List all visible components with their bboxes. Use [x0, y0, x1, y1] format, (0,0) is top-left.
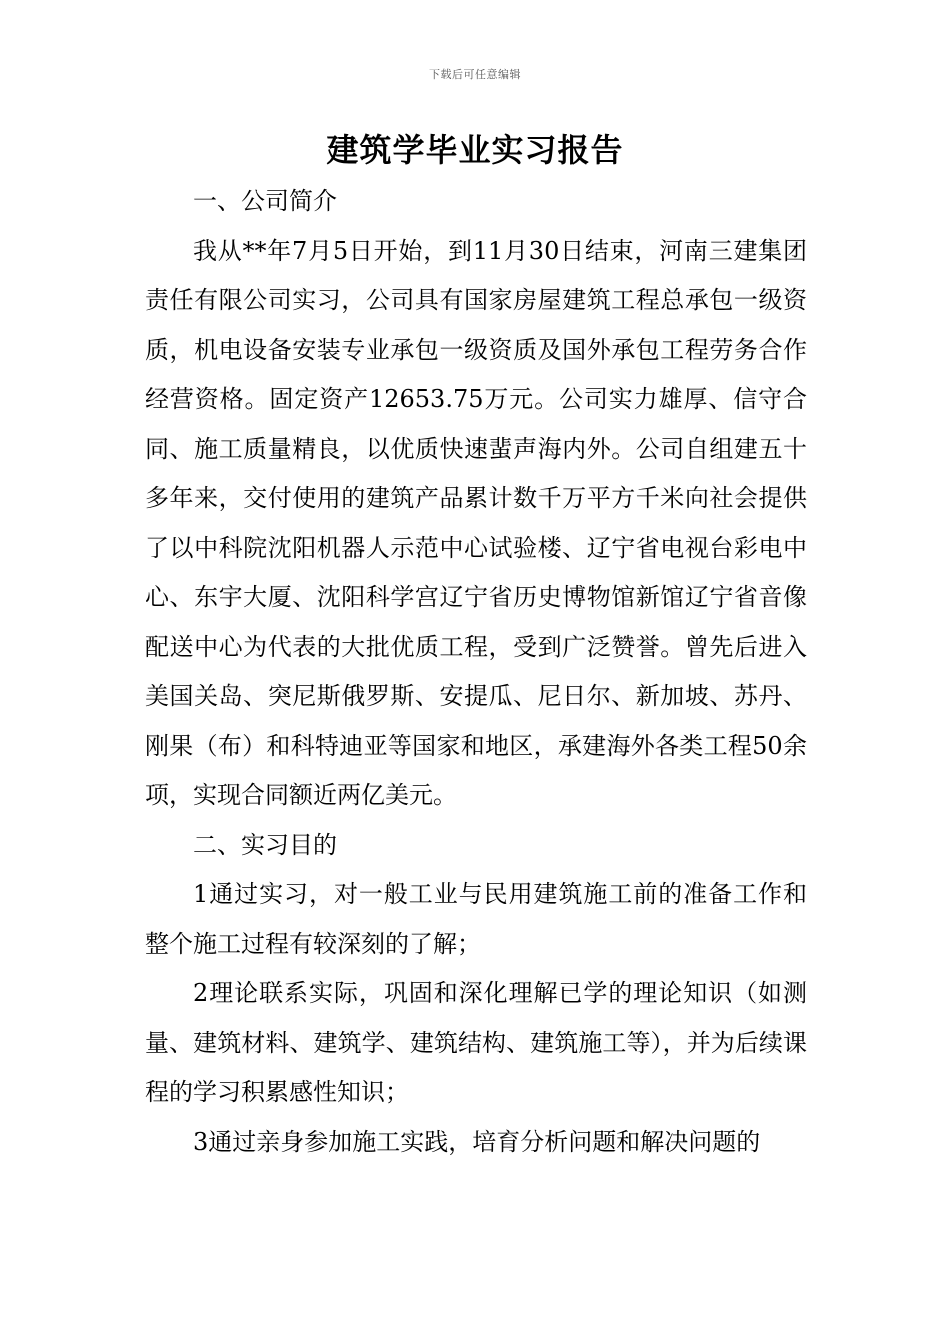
section-heading-purpose: 二、实习目的 [193, 830, 337, 859]
paragraph-purpose-2: 2理论联系实际，巩固和深化理解已学的理论知识（如测量、建筑材料、建筑学、建筑结构、建筑施工等），并为后续课程的学习积累感性知识； [145, 979, 807, 1106]
paragraph-purpose-1: 1通过实习，对一般工业与民用建筑施工前的准备工作和整个施工过程有较深刻的了解； [145, 880, 807, 958]
header-note: 下载后可任意编辑 [429, 68, 521, 81]
document-body [145, 177, 807, 1167]
paragraph-purpose-3: 3通过亲身参加施工实践，培育分析问题和解决问题的 [193, 1127, 761, 1156]
document-title: 建筑学毕业实习报告 [326, 131, 624, 169]
section-heading-company: 一、公司简介 [193, 187, 337, 215]
paragraph-company-intro: 我从**年7月5日开始，到11月30日结束，河南三建集团责任有限公司实习，公司具有国家房屋建筑工程总承包一级资质，机电设备安装专业承包一级资质及国外承包工程劳务合作经营资格。固定资产12653.75万元。公司实力雄厚、信守合同、施工质量精良，以优质快速蜚声海内外。公司自组建五十多年来，交付使用的建筑产品累计数千万平方千米向社会提供了以中科院沈阳机器人示范中心试验楼、辽宁省电视台彩电中心、东宇大厦、沈阳科学宫辽宁省历史博物馆新馆辽宁省音像配送中心为代表的大批优质工程，受到广泛赞誉。曾先后进入美国关岛、突尼斯俄罗斯、安提瓜、尼日尔、新加坡、苏丹、刚果（布）和科特迪亚等国家和地区，承建海外各类工程50余项，实现合同额近两亿美元。 [145, 236, 807, 809]
